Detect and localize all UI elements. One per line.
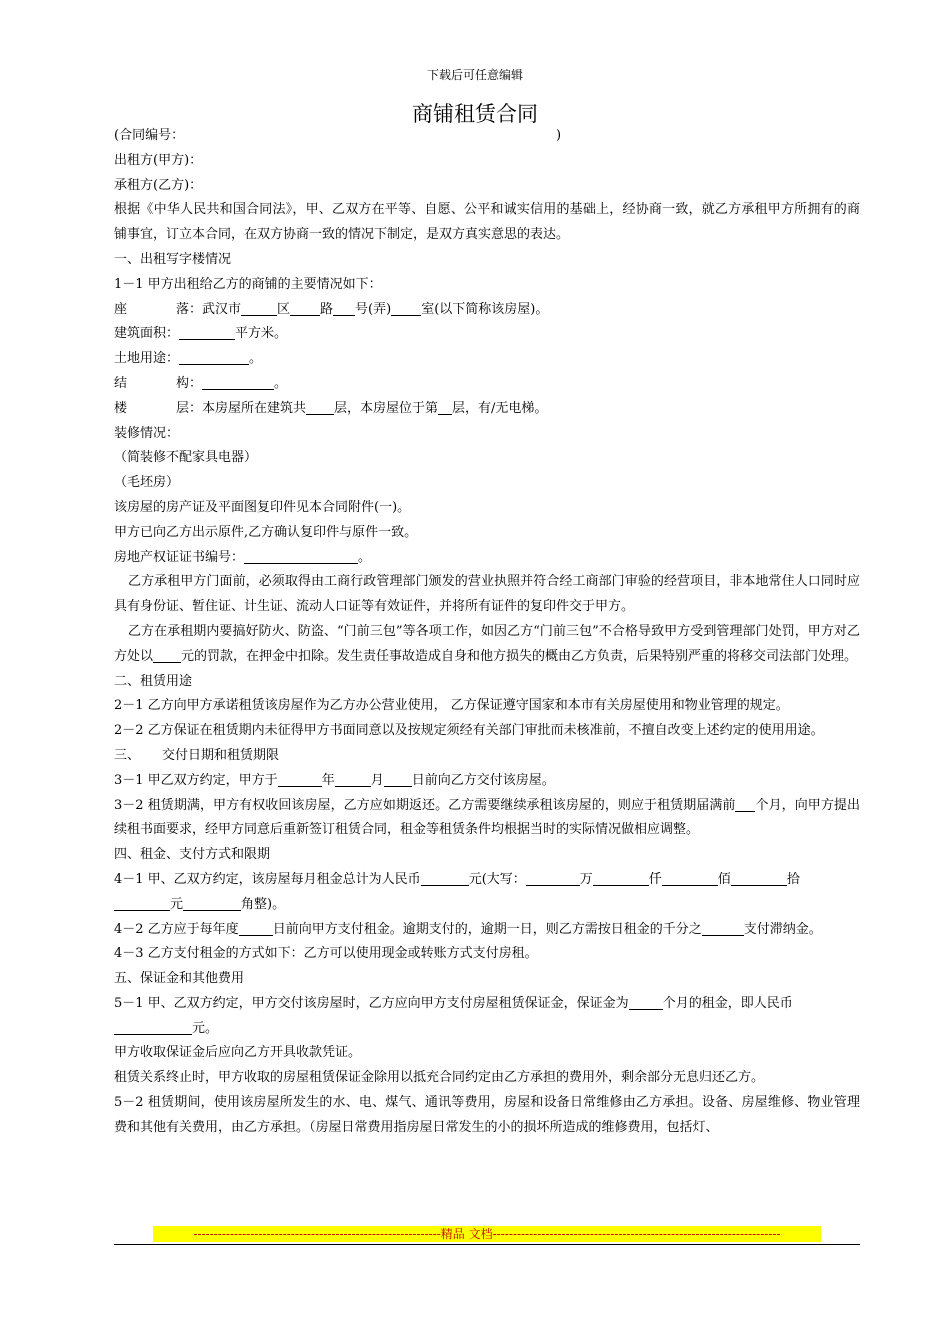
section-5-heading: 五、保证金和其他费用 — [114, 971, 245, 987]
decoration-option-1: （简装修不配家具电器） — [114, 450, 258, 466]
contract-number: (合同编号： ) — [114, 128, 562, 143]
location-line: 座 落：武汉市 区 路 号(弄) 室(以下简称该房屋)。 — [114, 301, 549, 317]
receipt-line: 甲方收取保证金后应向乙方开具收款凭证。 — [114, 1045, 362, 1061]
clause-3-2: 3－2 租赁期满，甲方有权收回该房屋，乙方应如期返还。乙方需要继续承租该房屋的，则应于租赁期届满前 个月，向甲方提出续租书面要求，经甲方同意后重新签订租赁合同，租金等租赁条件均根据当时的实际情况做相应调整。 — [114, 797, 860, 838]
decoration-line: 装修情况： — [114, 425, 180, 441]
clause-4-2: 4－2 乙方应于每年度 日前向甲方支付租金。逾期支付的，逾期一日，则乙方需按日租金的千分之 支付滞纳金。 — [114, 921, 822, 937]
original-shown-line: 甲方已向乙方出示原件,乙方确认复印件与原件一致。 — [114, 524, 418, 540]
area-line: 建筑面积： 平方米。 — [114, 326, 288, 342]
intro-paragraph: 根据《中华人民共和国合同法》，甲、乙双方在平等、自愿、公平和诚实信用的基础上，经协商一致，就乙方承租甲方所拥有的商铺事宜，订立本合同，在双方协商一致的情况下制定，是双方真实意思的表达。 — [114, 202, 860, 243]
clause-3-1: 3－1 甲乙双方约定，甲方于 年 月 日前向乙方交付该房屋。 — [114, 772, 555, 788]
clause-4-1: 4－1 甲、乙双方约定，该房屋每月租金总计为人民币 元(大写： 万 仟 佰 拾 元 角整)。 — [114, 871, 800, 912]
business-license-paragraph: 乙方承租甲方门面前，必须取得由工商行政管理部门颁发的营业执照并符合经工商部门审验的经营项目，非本地常住人口同时应具有身份证、暂住证、计生证、流动人口证等有效证件，并将所有证件的复印件交于甲方。 — [114, 574, 860, 615]
clause-4-3: 4－3 乙方支付租金的方式如下：乙方可以使用现金或转账方式支付房租。 — [114, 946, 538, 962]
land-use-line: 土地用途： 。 — [114, 351, 263, 367]
footer-banner: -------------------------------------------------------------精品 文档----------------------------------------------------------------------- — [153, 1226, 821, 1242]
lessor-line: 出租方(甲方)： — [114, 152, 203, 168]
contract-body — [114, 124, 860, 1141]
certificate-line: 房地产权证证书编号： 。 — [114, 549, 372, 565]
decoration-option-2: （毛坯房） — [114, 475, 180, 491]
section-1-heading: 一、出租写字楼情况 — [114, 251, 232, 267]
section-3-heading: 三、 交付日期和租赁期限 — [114, 747, 280, 763]
page-header: 下载后可任意编辑 — [426, 68, 523, 82]
clause-5-2: 5－2 租赁期间，使用该房屋所发生的水、电、煤气、通讯等费用，房屋和设备日常维修由乙方承担。设备、房屋维修、物业管理费和其他有关费用，由乙方承担。（房屋日常费用指房屋日常发生的小的损坏所造成的维修费用，包括灯、 — [114, 1095, 860, 1135]
document-title: 商铺租赁合同 — [412, 102, 538, 126]
clause-2-2: 2－2 乙方保证在租赁期内未征得甲方书面同意以及按规定须经有关部门审批而未核准前，不擅自改变上述约定的使用用途。 — [114, 723, 824, 739]
clause-1-1: 1－1 甲方出租给乙方的商铺的主要情况如下： — [114, 276, 382, 292]
section-4-heading: 四、租金、支付方式和限期 — [114, 847, 271, 863]
lessee-line: 承租方(乙方)： — [114, 177, 203, 193]
refund-line: 租赁关系终止时，甲方收取的房屋租赁保证金除用以抵充合同约定由乙方承担的费用外，剩余部分无息归还乙方。 — [114, 1070, 765, 1086]
floor-line: 楼 层：本房屋所在建筑共 层，本房屋位于第 层，有/无电梯。 — [114, 400, 548, 416]
section-2-heading: 二、租赁用途 — [114, 673, 193, 689]
safety-paragraph: 乙方在承租期内要搞好防火、防盗、“门前三包”等各项工作，如因乙方“门前三包”不合格导致甲方受到管理部门处罚，甲方对乙方处以 元的罚款，在押金中扣除。发生责任事故造成自身和他方损失的概由乙方负责，后果特别严重的将移交司法部门处理。 — [114, 623, 860, 664]
clause-5-1: 5－1 甲、乙双方约定，甲方交付该房屋时，乙方应向甲方支付房屋租赁保证金，保证金为 个月的租金，即人民币 元。 — [114, 995, 793, 1036]
clause-2-1: 2－1 乙方向甲方承诺租赁该房屋作为乙方办公营业使用， 乙方保证遵守国家和本市有关房屋使用和物业管理的规定。 — [114, 698, 789, 714]
structure-line: 结 构： 。 — [114, 375, 288, 391]
footer-rule — [114, 1244, 860, 1245]
attachment-line: 该房屋的房产证及平面图复印件见本合同附件(一)。 — [114, 499, 411, 515]
